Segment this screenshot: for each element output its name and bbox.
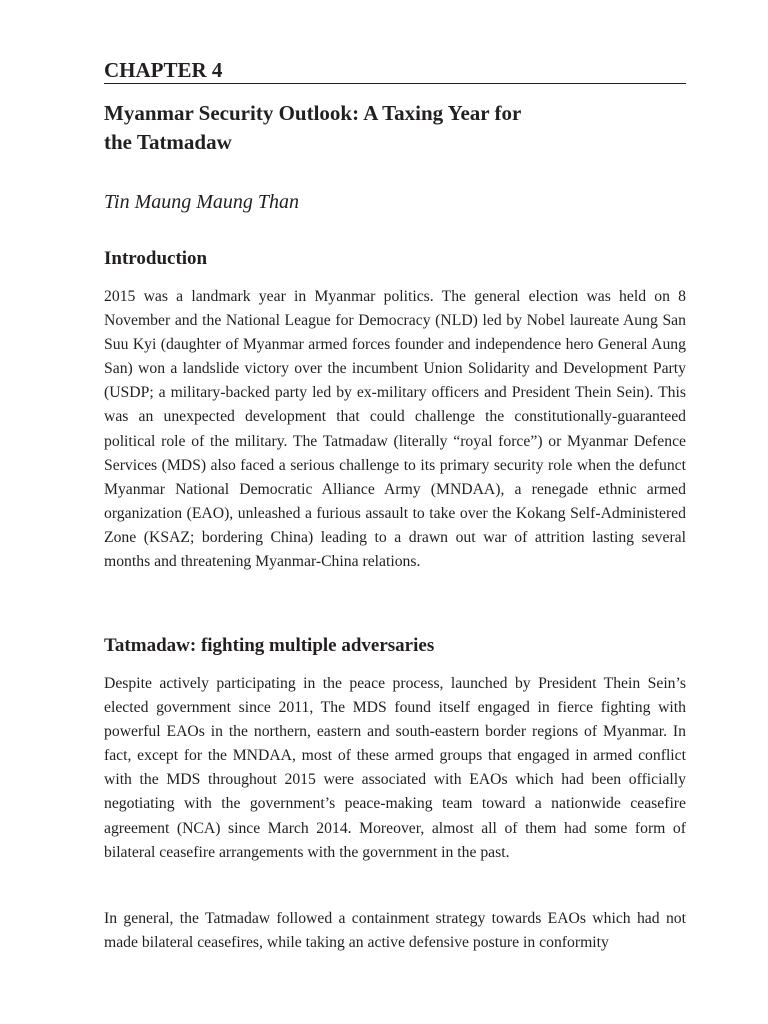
tatmadaw-paragraph-2: In general, the Tatmadaw followed a containment strategy towards EAOs which had not made bilateral ceasefires, while taking an active defensive posture in conformity [104,910,686,952]
chapter-title-line1: Myanmar Security Outlook: A Taxing Year for [104,101,522,125]
chapter-title [104,99,664,157]
author-name: Tin Maung Maung Than [104,191,300,213]
chapter-label: CHAPTER 4 [104,58,686,84]
introduction-paragraph: 2015 was a landmark year in Myanmar politics. The general election was held on 8 November and the National League for Democracy (NLD) led by Nobel laureate Aung San Suu Kyi (daughter of Myanmar armed forces founder and independence hero General Aung San) won a landslide victory over the incumbent Union Solidarity and Development Party (USDP; a military-backed party led by ex-military officers and President Thein Sein). This was an unexpected development that could challenge the constitutionally-guaranteed political role of the military. The Tatmadaw (literally “royal force”) or Myanmar Defence Services (MDS) also faced a serious challenge to its primary security role when the defunct Myanmar National Democratic Alliance Army (MNDAA), a renegade ethnic armed organization (EAO), unleashed a furious assault to take over the Kokang Self-Administered Zone (KSAZ; bordering China) leading to a drawn out war of attrition lasting several months and threatening Myanmar-China relations. [104,288,686,571]
chapter-title-line2: the Tatmadaw [104,130,232,154]
section-heading-introduction: Introduction [104,248,208,269]
section-heading-tatmadaw: Tatmadaw: fighting multiple adversaries [104,635,435,656]
tatmadaw-paragraph-1: Despite actively participating in the peace process, launched by President Thein Sein’s elected government since 2011, The MDS found itself engaged in fierce fighting with powerful EAOs in the northern, eastern and south-eastern border regions of Myanmar. In fact, except for the MNDAA, most of these armed groups that engaged in armed conflict with the MDS throughout 2015 were associated with EAOs which had been officially negotiating with the government’s peace-making team toward a nationwide ceasefire agreement (NCA) since March 2014. Moreover, almost all of them had some form of bilateral ceasefire arrangements with the government in the past. [104,675,686,861]
